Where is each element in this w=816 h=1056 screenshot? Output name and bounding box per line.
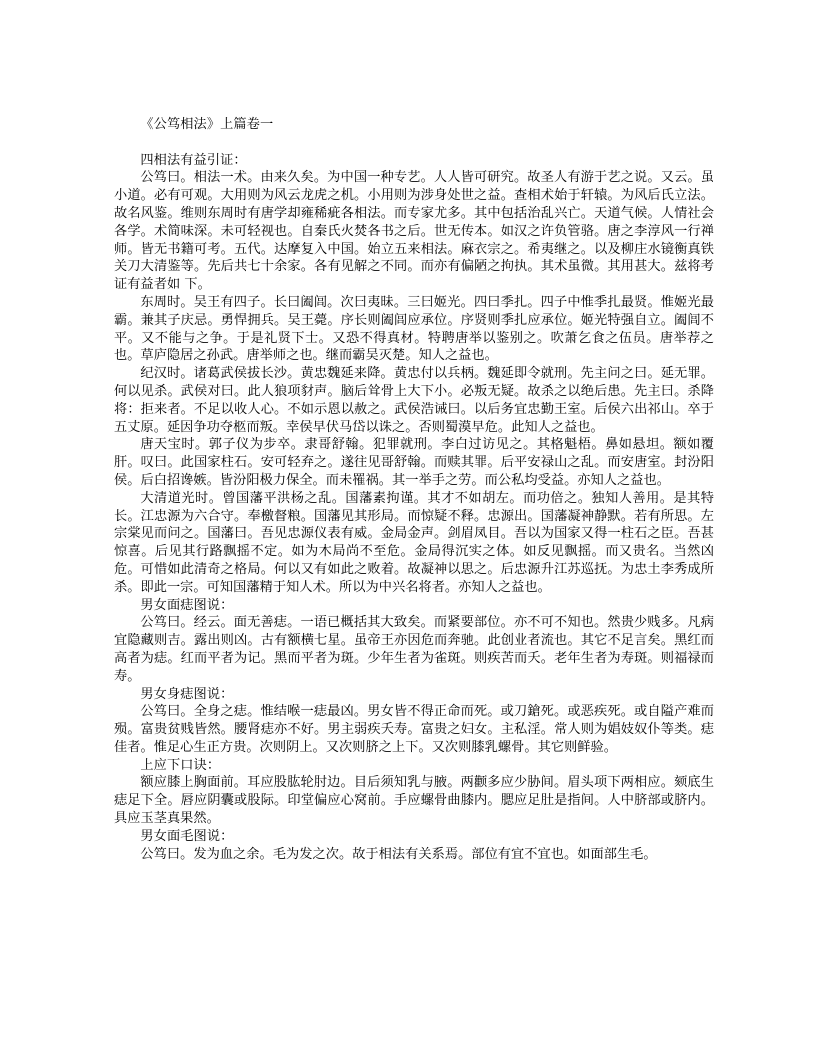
paragraph-face-hair: 公笃曰。发为血之余。毛为发之次。故于相法有关系焉。部位有宜不宜也。如面部生毛。 — [140, 846, 657, 862]
paragraph-han-dynasty: 纪汉时。诸葛武侯拔长沙。黄忠魏延来降。黄忠付以兵柄。魏延即令就刑。先主问之曰。延无罪。何以见杀。武侯对曰。此人狼项豺声。脑后耸骨上大下小。必叛无疑。故杀之以绝后患。先主曰。杀降将：拒来者。不足以收人心。不如示恩以赦之。武侯浩诫曰。以后务宜忠勤王室。后侯六出祁山。卒于五丈原。延因争功夺柩而叛。幸侯早伏马岱以诛之。否则蜀漠早危。此知人之益也。 — [114, 366, 714, 435]
section-heading-face-moles: 男女面痣图说： — [140, 597, 234, 613]
document-text-body — [114, 116, 714, 863]
section-heading-upper-lower-formula: 上应下口诀： — [140, 757, 221, 773]
section-heading-face-hair: 男女面毛图说： — [140, 828, 234, 844]
paragraph-intro: 公笃曰。相法一术。由来久矣。为中国一种专艺。人人皆可研究。故圣人有游于艺之说。又云。虽小道。必有可观。大用则为风云龙虎之机。小用则为涉身处世之益。查相术始于轩辕。为风后氏立法。故名风鉴。维则东周时有唐学却雍稀疵各相法。而专家尤多。其中包括治乱兴亡。天道气候。人情社会各学。术简味深。未可轻视也。自秦氏火焚各书之后。世无传本。如汉之许负管骆。唐之李淳风一行禅师。皆无书籍可考。五代。达摩复入中国。始立五来相法。麻衣宗之。希夷继之。以及柳庄水镜衡真铁关刀大清鉴等。先后共七十余家。各有见解之不同。而亦有偏陋之拘执。其术虽微。其用甚大。兹将考证有益者如 下。 — [114, 170, 714, 293]
document-title: 《公笃相法》上篇卷一 — [140, 117, 274, 132]
paragraph-body-moles: 公笃曰。全身之痣。惟结喉一痣最凶。男女皆不得正命而死。或刀鎗死。或恶疾死。或自隘产难而殒。富贵贫贱皆然。腰肾痣亦不好。男主弱疾夭寿。富贵之妇女。主私淫。常人则为娼妓奴仆等类。痣佳者。惟足心生正方贵。次则阴上。又次则脐之上下。又次则膝乳螺骨。其它则鲜验。 — [114, 704, 714, 755]
paragraph-upper-lower-formula: 额应膝上胸面前。耳应股肱轮肘边。目后须知乳与腋。两颧多应少胁间。眉头项下两相应。颏底生痣足下全。唇应阴囊或股际。印堂偏应心窝前。手应螺骨曲膝内。腮应足肚是指间。人中脐部或脐内。具应玉茎真果然。 — [114, 775, 714, 827]
section-heading-four-physiognomy: 四相法有益引证： — [140, 152, 247, 168]
paragraph-eastern-zhou: 东周时。吴王有四子。长曰阖闾。次曰夷昧。三曰姬光。四曰季扎。四子中惟季扎最贤。惟姬光最霸。兼其子庆忌。勇悍拥兵。吴王薨。序长则阖闾应承位。序贤则季扎应承位。姬光特强自立。阖闾不平。又不能与之争。于是礼贤下士。又恐不得真材。特聘唐举以鉴别之。吹萧乞食之伍员。唐举荐之也。草庐隐居之孙武。唐举师之也。继而霸吴灭楚。知人之益也。 — [114, 294, 714, 364]
paragraph-tang-tianbao: 唐天宝时。郭子仪为步卒。隶哥舒翰。犯罪就刑。李白过访见之。其格魁梧。鼻如悬坦。额如覆肝。叹曰。此国家柱石。安可轻弃之。遂往见哥舒翰。而赎其罪。后平安禄山之乱。而安唐室。封汾阳侯。后白招谗嫉。皆汾阳极力保全。而未罹祸。其一举手之劳。而公私均受益。亦知人之益也。 — [114, 437, 714, 488]
section-heading-body-moles: 男女身痣图说： — [140, 686, 234, 702]
paragraph-qing-daoguang: 大清道光时。曾国藩平洪杨之乱。国藩素拘谨。其才不如胡左。而功倍之。独知人善用。是其特长。江忠源为六合守。奉檄督粮。国藩见其形局。而惊疑不释。忠源出。国藩凝神静默。若有所思。左宗棠见而问之。国藩曰。吾见忠源仪表有威。金局金声。剑眉凤目。吾以为国家又得一柱石之臣。吾甚惊喜。后见其行路飘摇不定。如为木局尚不至危。金局得沉实之体。如反见飘摇。而又贵名。当然凶危。可惜如此清奇之格局。何以又有如此之败着。故凝神以思之。后忠源升江苏巡抚。为忠土李秀成所杀。即此一宗。可知国藩精于知人术。所以为中兴名将者。亦知人之益也。 — [114, 490, 714, 595]
paragraph-face-moles: 公笃曰。经云。面无善痣。一语已概括其大致矣。而紧要部位。亦不可不知也。然贵少贱多。凡病宜隐藏则吉。露出则凶。古有额横七星。虽帝王亦因危而奔驰。此创业者流也。其它不足言矣。黑红而高者为痣。红而平者为记。黑而平者为斑。少年生者为雀斑。则疾苦而夭。老年生者为寿斑。则福禄而寿。 — [114, 615, 714, 684]
